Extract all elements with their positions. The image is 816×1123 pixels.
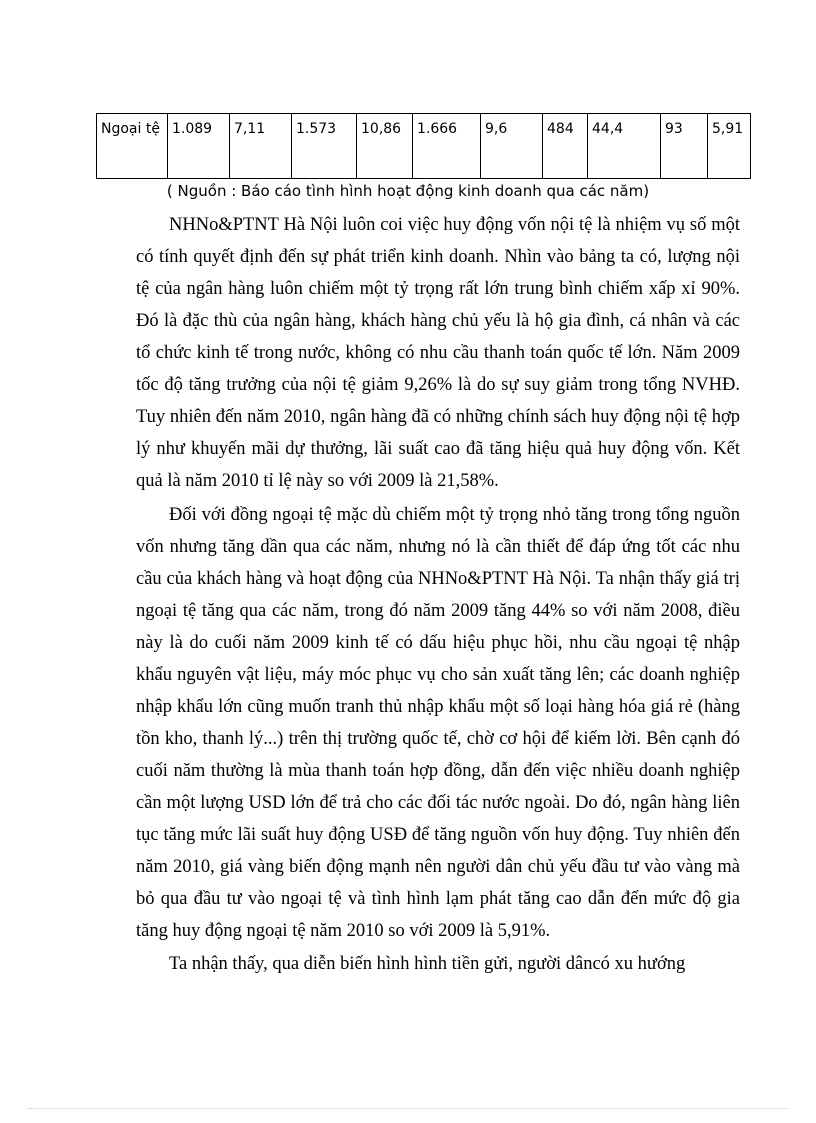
paragraph: Đối với đồng ngoại tệ mặc dù chiếm một tỷ trọng nhỏ tăng trong tổng nguồn vốn nhưng tăng dần qua các năm, nhưng nó là cần thiết để đáp ứng tốt các nhu cầu của khách hàng và hoạt động của NHNo&PTNT Hà Nội. Ta nhận thấy giá trị ngoại tệ tăng qua các năm, trong đó năm 2009 tăng 44% so với năm 2008, điều này là do cuối năm 2009 kinh tế có dấu hiệu phục hồi, nhu cầu ngoại tệ nhập khẩu nguyên vật liệu, máy móc phục vụ cho sản xuất tăng lên; các doanh nghiệp nhập khẩu lớn cũng muốn tranh thủ nhập khẩu một số loại hàng hóa giá rẻ (hàng tồn kho, thanh lý...) trên thị trường quốc tế, chờ cơ hội để kiếm lời. Bên cạnh đó cuối năm thường là mùa thanh toán hợp đồng, dẫn đến việc nhiều doanh nghiệp cần một lượng USD lớn để trả cho các đối tác nước ngoài. Do đó, ngân hàng liên tục tăng mức lãi suất huy động USĐ để tăng nguồn vốn huy động. Tuy nhiên đến năm 2010, giá vàng biến động mạnh nên người dân chủ yếu đầu tư vào vàng mà bỏ qua đầu tư vào ngoại tệ và tình hình lạm phát tăng cao dẫn đến mức độ gia tăng huy động ngoại tệ năm 2010 so với 2009 là 5,91%. bbox=[136, 504, 740, 941]
table-cell: 5,91 bbox=[708, 114, 751, 179]
table-cell: 9,6 bbox=[481, 114, 543, 179]
row-label-cell: Ngoại tệ bbox=[97, 114, 168, 179]
table-cell: 93 bbox=[661, 114, 708, 179]
paragraph: Ta nhận thấy, qua diễn biến hình hình tiền gửi, người dâncó xu hướng bbox=[169, 954, 686, 974]
currency-table bbox=[96, 113, 751, 179]
body-text bbox=[136, 209, 740, 980]
table-cell: 1.666 bbox=[413, 114, 481, 179]
table-cell: 484 bbox=[543, 114, 588, 179]
table-cell: 7,11 bbox=[230, 114, 292, 179]
table-row-ngoai-te bbox=[97, 114, 751, 179]
table-source-note: ( Nguồn : Báo cáo tình hình hoạt động kinh doanh qua các năm) bbox=[166, 182, 650, 200]
table-cell: 1.089 bbox=[168, 114, 230, 179]
table-cell: 44,4 bbox=[588, 114, 661, 179]
paragraph: NHNo&PTNT Hà Nội luôn coi việc huy động vốn nội tệ là nhiệm vụ số một có tính quyết định đến sự phát triển kinh doanh. Nhìn vào bảng ta có, lượng nội tệ của ngân hàng luôn chiếm một tỷ trọng rất lớn trung bình chiếm xấp xỉ 90%. Đó là đặc thù của ngân hàng, khách hàng chủ yếu là hộ gia đình, cá nhân và các tổ chức kinh tế trong nước, không có nhu cầu thanh toán quốc tế lớn. Năm 2009 tốc độ tăng trưởng của nội tệ giảm 9,26% là do sự suy giảm trong tổng NVHĐ. Tuy nhiên đến năm 2010, ngân hàng đã có những chính sách huy động nội tệ hợp lý như khuyến mãi dự thưởng, lãi suất cao đã tăng hiệu quả huy động vốn. Kết quả là năm 2010 tỉ lệ này so với 2009 là 21,58%. bbox=[136, 215, 740, 491]
page-footer-divider bbox=[28, 1108, 788, 1109]
table-cell: 1.573 bbox=[292, 114, 357, 179]
table-cell: 10,86 bbox=[357, 114, 413, 179]
